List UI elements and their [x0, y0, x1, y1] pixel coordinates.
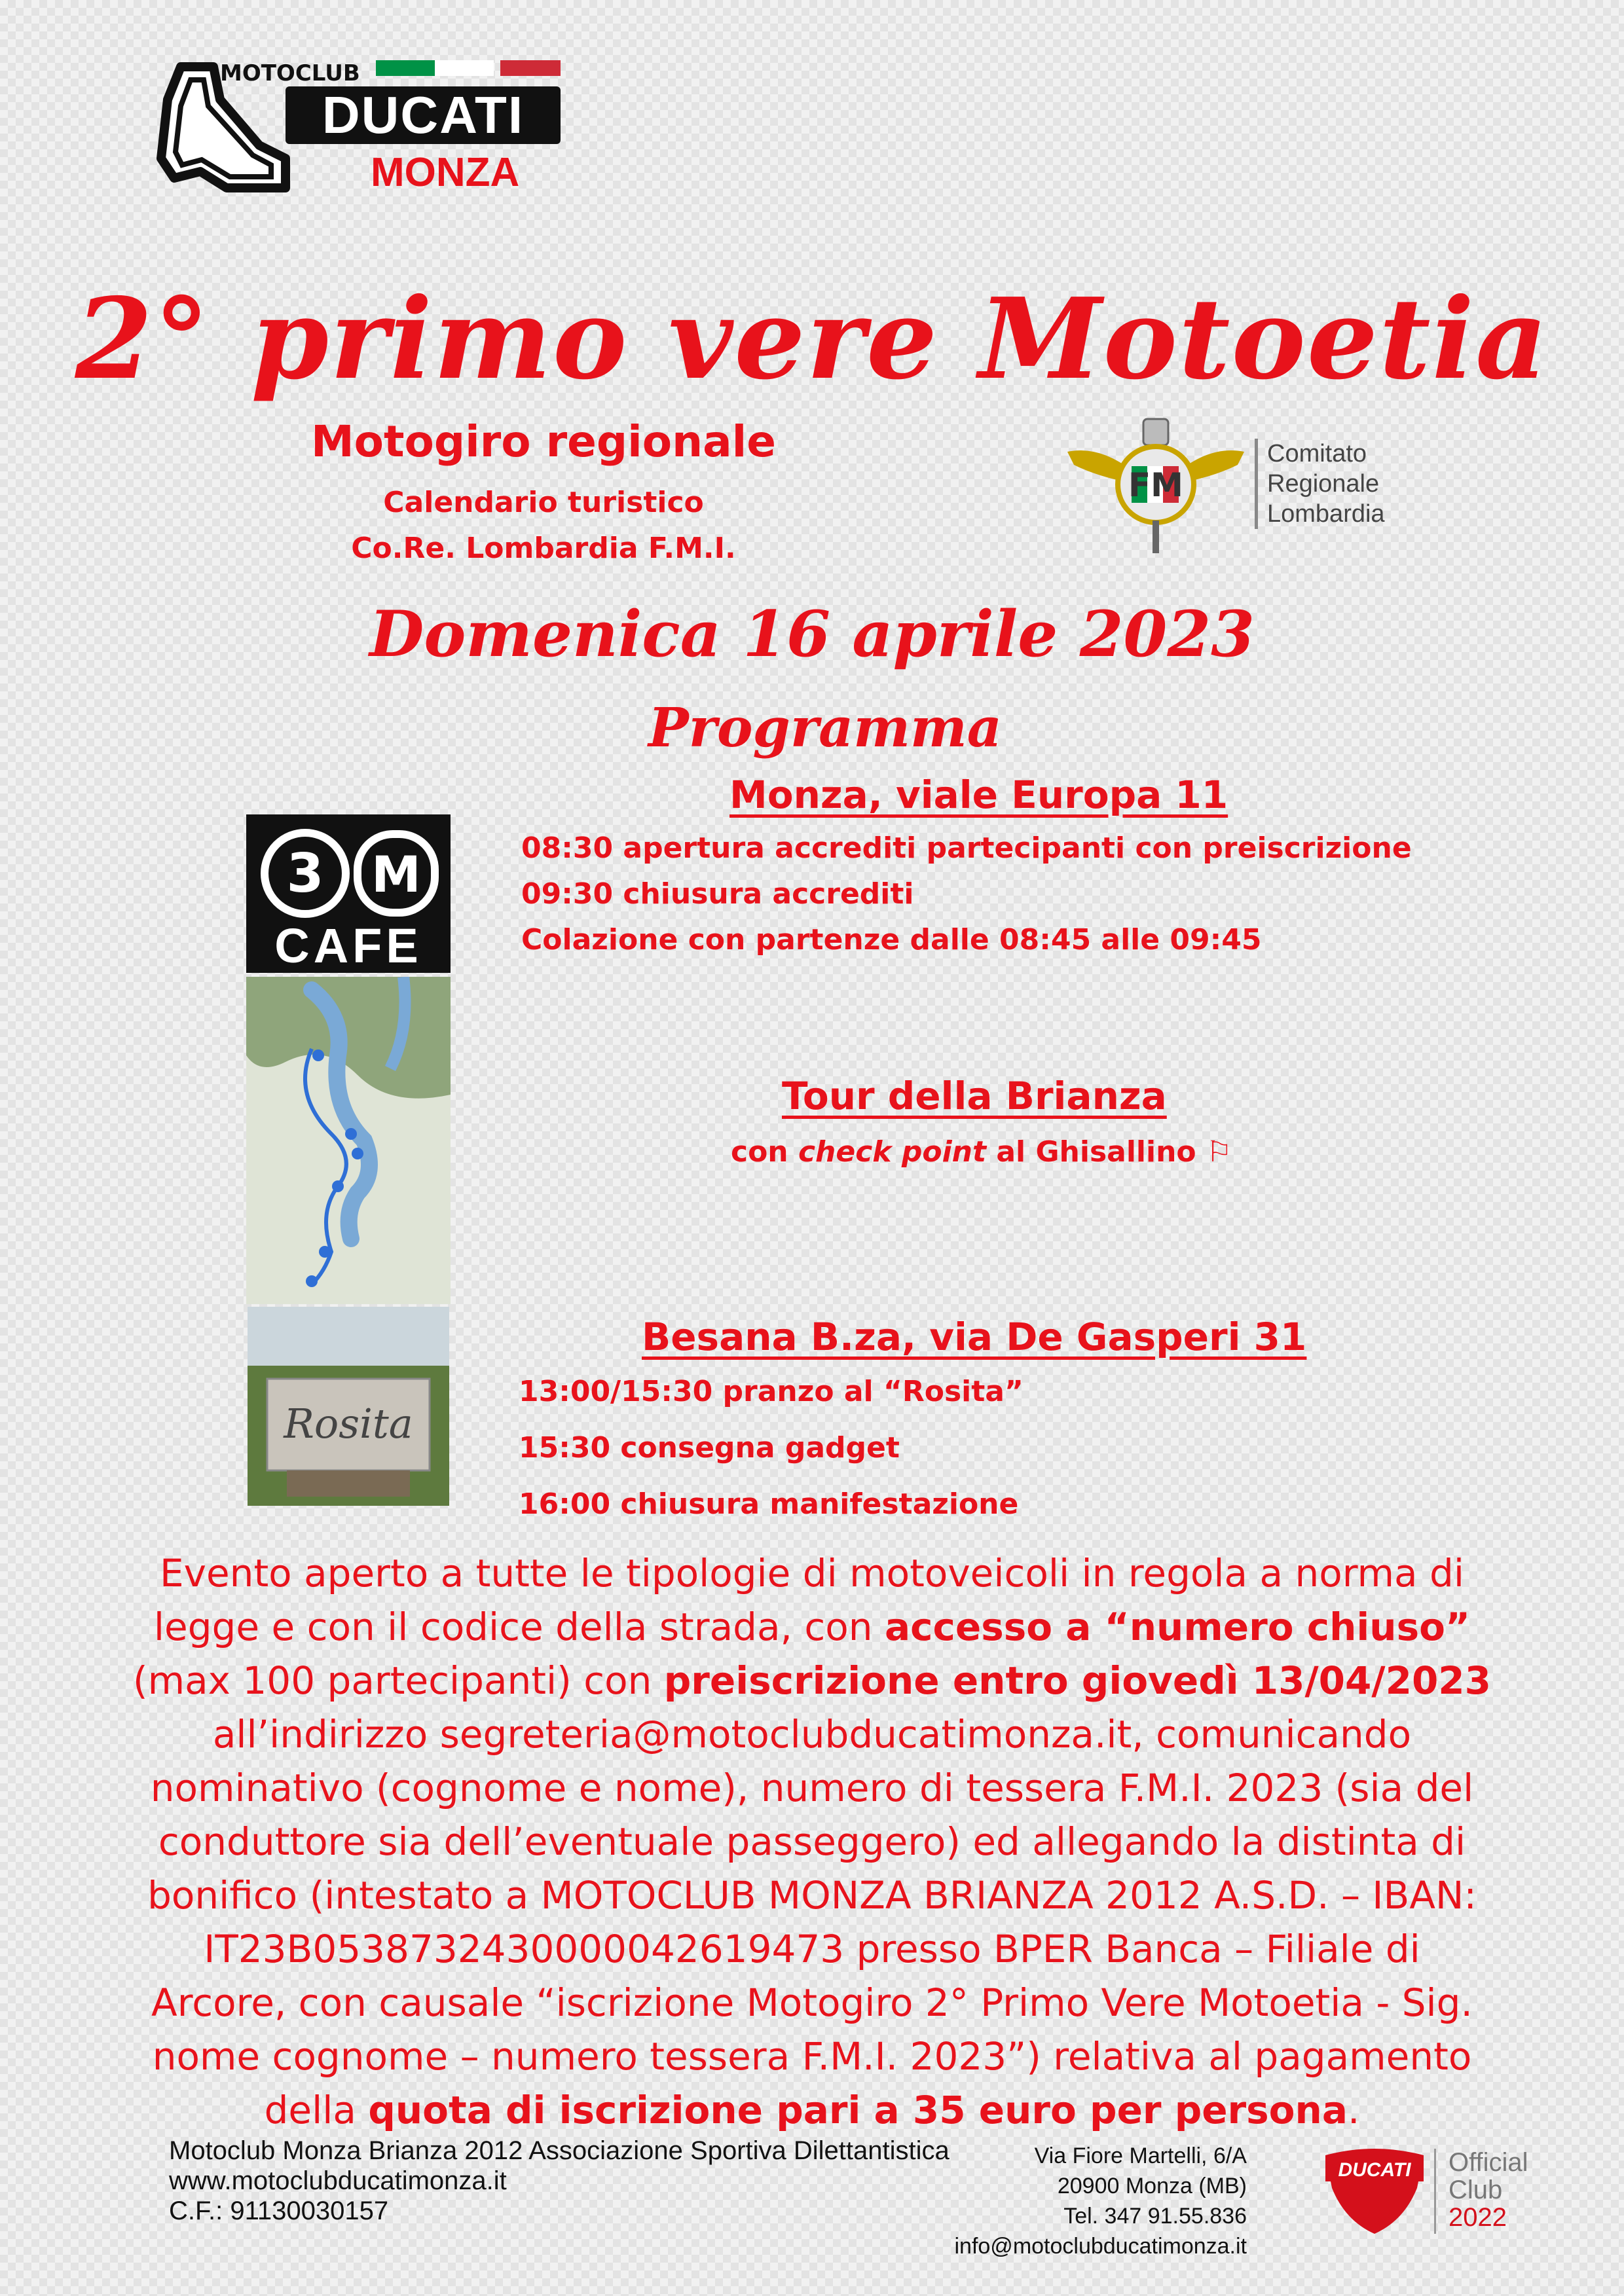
cafe-logo-icon: [246, 814, 451, 973]
motoclub-logo: [155, 60, 574, 202]
section1-item: Colazione con partenze dalle 08:45 alle 09:45: [521, 923, 1262, 957]
section3-item: 16:00 chiusura manifestazione: [519, 1487, 1019, 1521]
flag-white: [435, 60, 494, 76]
cafe-number: 3: [286, 843, 324, 905]
map-icon: [246, 977, 451, 1304]
fmi-text: [1255, 439, 1385, 529]
rosita-photo: [248, 1307, 449, 1506]
calendar-line-2: Co.Re. Lombardia F.M.I.: [351, 532, 736, 565]
badge-line-3: 2022: [1449, 2203, 1507, 2232]
section2-prefix: con: [731, 1135, 798, 1169]
footer-org: [169, 2136, 950, 2226]
subtitle: Motogiro regionale: [310, 416, 777, 467]
program-heading: Programma: [648, 697, 1002, 759]
footer-contact: [904, 2141, 1247, 2261]
section1-location: Monza, viale Europa 11: [729, 773, 1228, 817]
section2-heading: Tour della Brianza: [782, 1074, 1167, 1118]
logo-brand: DUCATI: [286, 86, 561, 144]
rosita-sign-icon: [248, 1307, 449, 1506]
logo-club: MOTOCLUB: [220, 60, 360, 86]
cafe-word: CAFE: [274, 919, 422, 973]
paragraph-text: (max 100 partecipanti) con: [132, 1658, 664, 1703]
cafe-logo-image: [246, 814, 451, 973]
section3-item: 13:00/15:30 pranzo al “Rosita”: [519, 1375, 1024, 1408]
section1-item: 08:30 apertura accrediti partecipanti con preiscrizione: [521, 831, 1412, 865]
badge-text: [1449, 2149, 1528, 2231]
flag-green: [376, 60, 435, 76]
flag-red: [500, 60, 561, 76]
badge-line-2: Club: [1449, 2176, 1503, 2204]
ducati-official-badge: [1312, 2142, 1535, 2240]
logo-city: MONZA: [371, 150, 520, 195]
section3-item: 15:30 consegna gadget: [519, 1431, 900, 1465]
section1-item: 09:30 chiusura accrediti: [521, 877, 914, 911]
route-map-image: [246, 977, 451, 1304]
cafe-letter: M: [371, 845, 421, 903]
paragraph-bold: quota di iscrizione pari a 35 euro per persona: [368, 2088, 1348, 2132]
paragraph-bold: accesso a “numero chiuso”: [884, 1605, 1471, 1649]
footer-website: www.motoclubducatimonza.it: [169, 2166, 507, 2195]
paragraph-text: Evento aperto a tutte le tipologie di motoveicoli in regola a norma di legge e con il codice della strada, con: [153, 1551, 1464, 1649]
footer-phone: Tel. 347 91.55.836: [1063, 2204, 1247, 2229]
section3-location: Besana B.za, via De Gasperi 31: [642, 1315, 1307, 1359]
paragraph-bold: preiscrizione entro giovedì 13/04/2023: [663, 1658, 1492, 1703]
badge-brand: DUCATI: [1338, 2159, 1411, 2181]
event-date: Domenica 16 aprile 2023: [369, 597, 1255, 671]
fmi-badge: [1061, 406, 1401, 556]
paragraph-text: .: [1347, 2088, 1360, 2132]
fmi-emblem-icon: [1061, 406, 1251, 556]
calendar-line-1: Calendario turistico: [383, 486, 704, 519]
rosita-sign-text: Rosita: [284, 1400, 413, 1448]
footer-tax-code: C.F.: 91130030157: [169, 2196, 389, 2225]
paragraph-text: all’indirizzo segreteria@motoclubducatimonza.it, comunicando nominativo (cognome e nome), numero di tessera F.M.I. 2023 (sia del conduttore sia dell’eventuale passeggero) ed allegando la distinta di bonifico (intestato a MOTOCLUB MONZA BRIANZA 2012 A.S.D. – IBAN: IT23B0538732430000042619473 presso BPER Banca – Filiale di Arcore, con causale “iscrizione Motogiro 2° Primo Vere Motoetia - Sig. nome cognome – numero tessera F.M.I. 2023”) relativa al pagamento della: [147, 1712, 1477, 2132]
section2-emphasis: check point: [798, 1135, 987, 1169]
footer-address-2: 20900 Monza (MB): [1057, 2174, 1247, 2198]
fmi-line-2: Regionale: [1267, 470, 1380, 498]
footer-address-1: Via Fiore Martelli, 6/A: [1034, 2143, 1247, 2168]
badge-line-1: Official: [1449, 2148, 1528, 2177]
fmi-line-3: Lombardia: [1267, 500, 1385, 528]
section2-line: [731, 1135, 1232, 1169]
footer-email: info@motoclubducatimonza.it: [954, 2234, 1247, 2259]
section2-suffix: al Ghisallino ⚐: [986, 1135, 1232, 1169]
footer-org-name: Motoclub Monza Brianza 2012 Associazione Sportiva Dilettantistica: [169, 2136, 950, 2165]
page-title: 2° primo vere Motoetia: [75, 274, 1549, 405]
fmi-line-1: Comitato: [1267, 440, 1367, 467]
ducati-shield-icon: [1312, 2142, 1437, 2240]
svg-text:FM: FM: [1128, 466, 1183, 504]
info-paragraph: [131, 1546, 1493, 2137]
